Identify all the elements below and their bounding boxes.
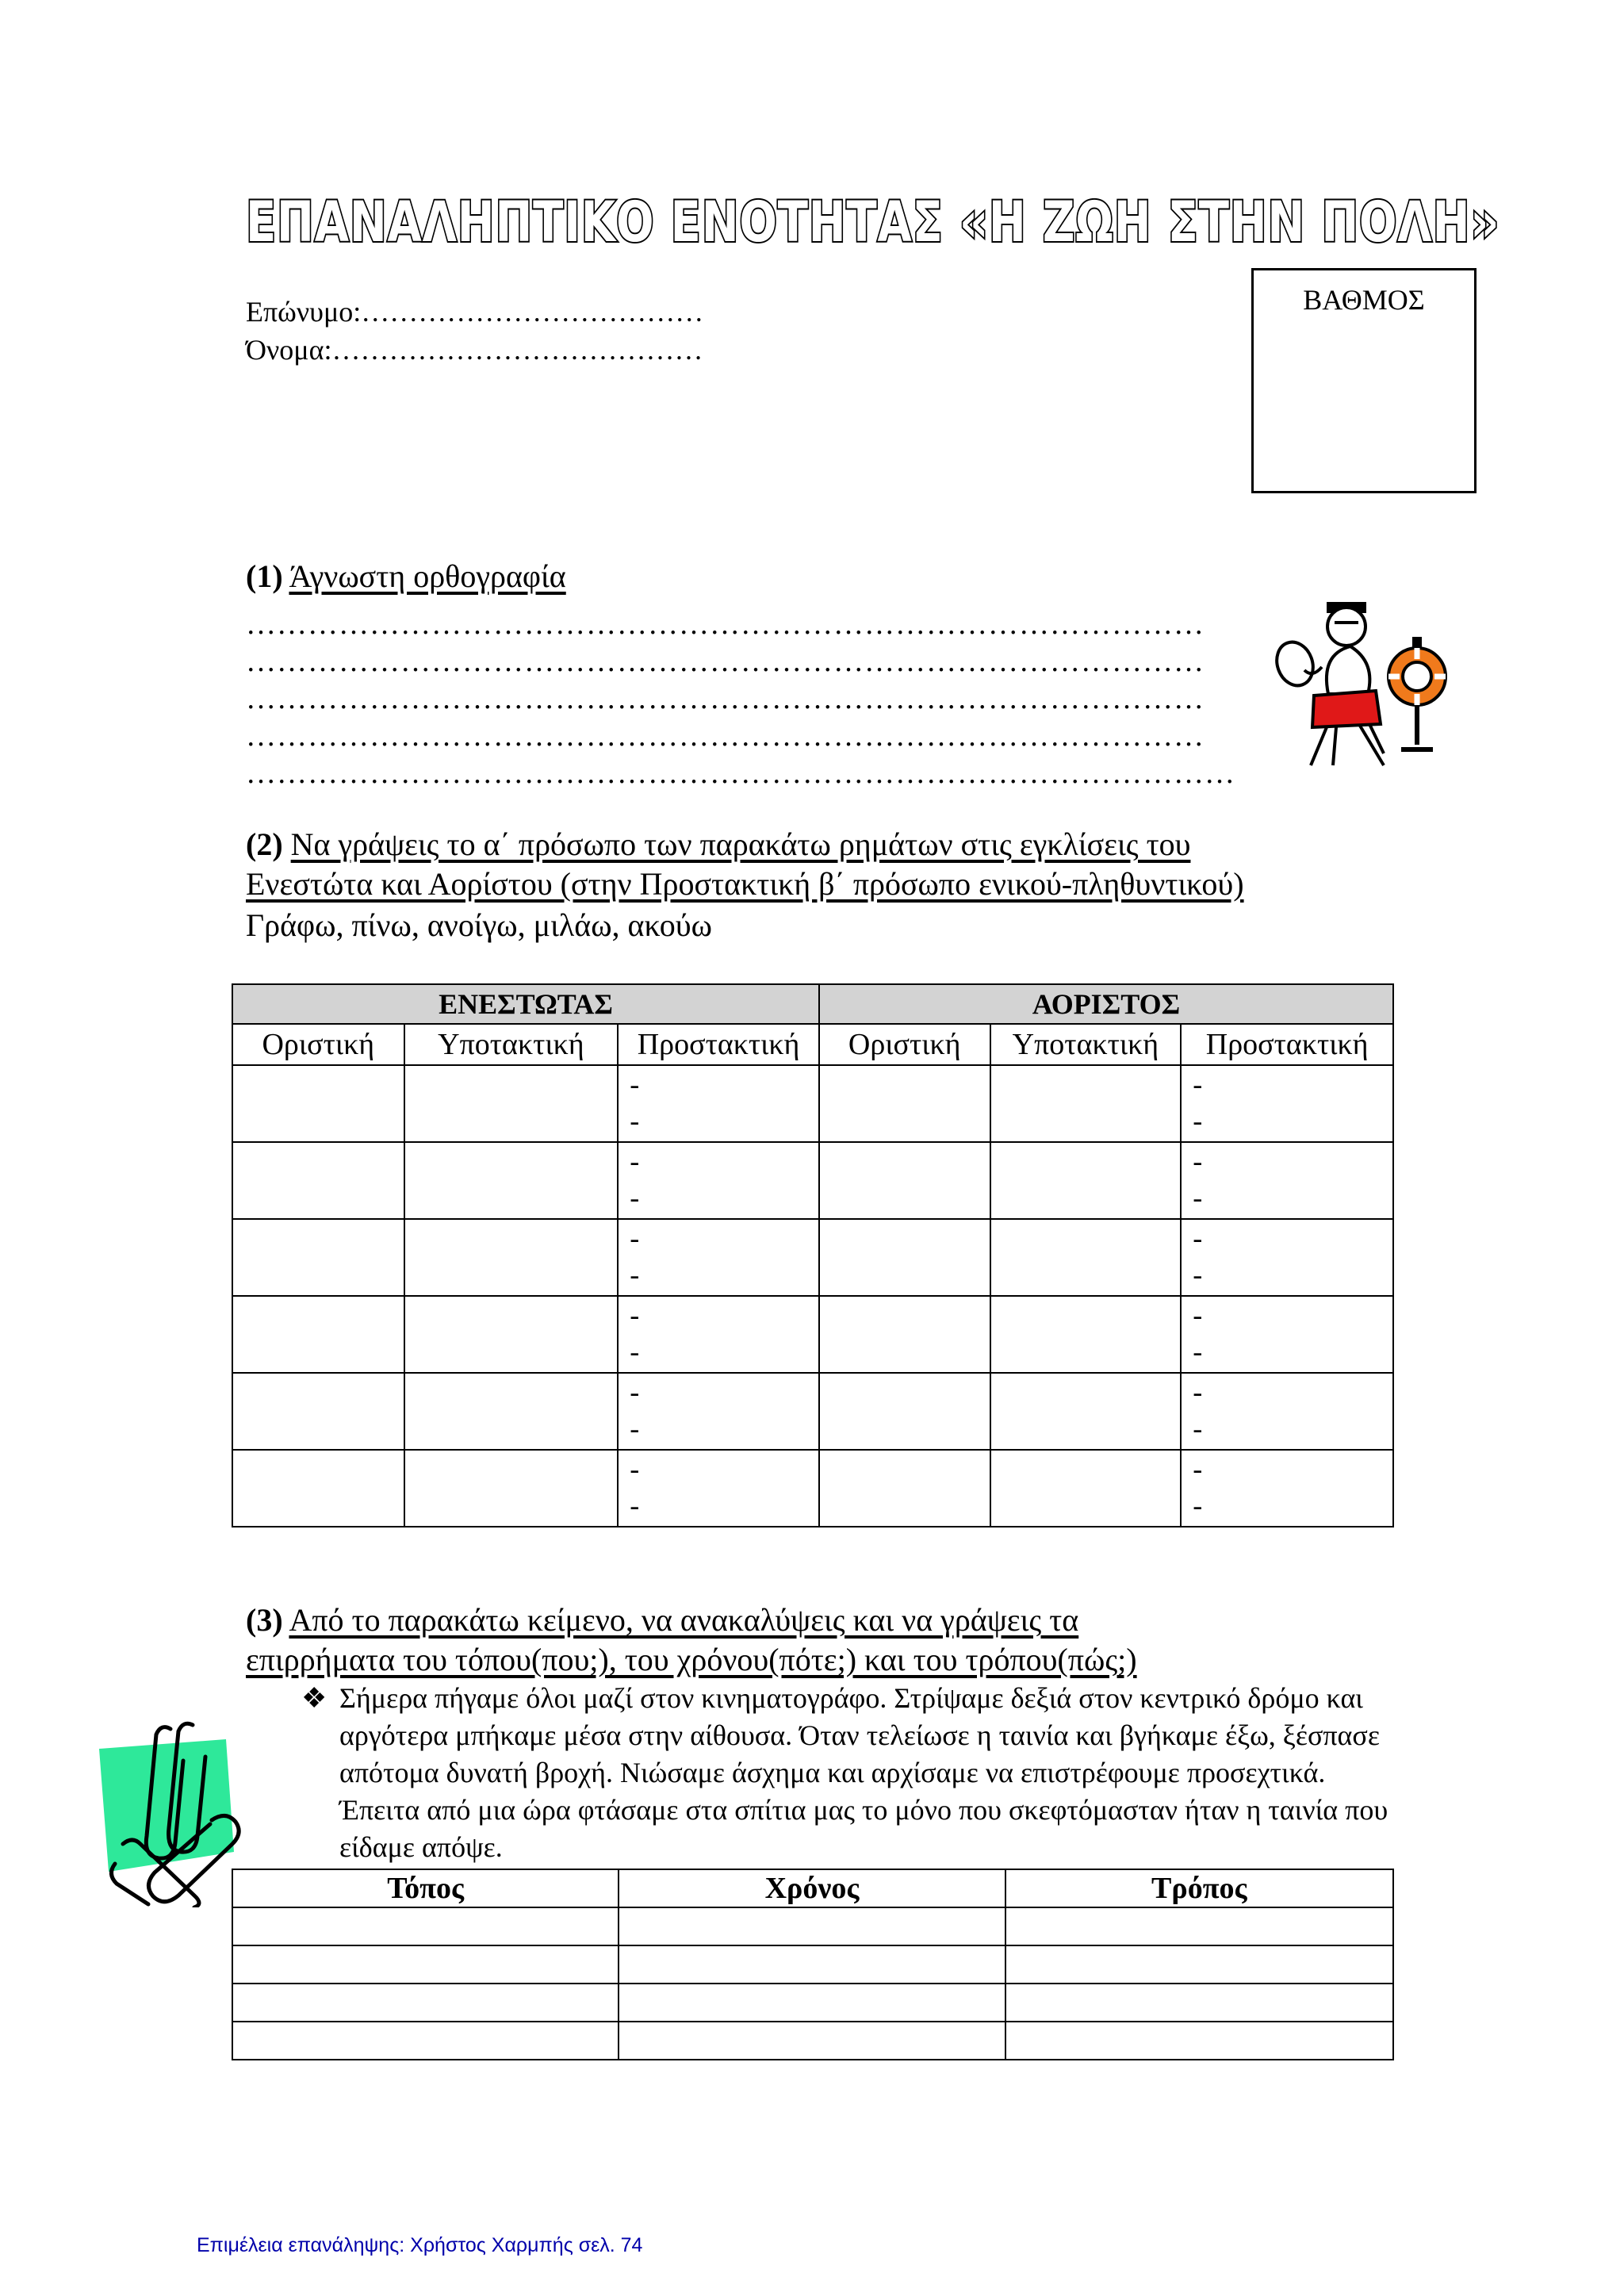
dash-mark: - [1193,1105,1203,1137]
answer-cell[interactable] [619,2022,1005,2060]
verb-table [232,983,1394,1527]
table-row [232,1065,1393,1142]
answer-cell[interactable] [232,1219,404,1296]
dash-mark: - [1193,1259,1203,1290]
dash-mark: - [1193,1145,1203,1177]
q1-dot-line-2[interactable]: ………………………………………………………………………………… [246,645,1205,678]
answer-cell[interactable] [619,1907,1005,1945]
table-row [232,1219,1393,1296]
dash-mark: - [630,1222,640,1254]
dash-mark: - [630,1299,640,1331]
q2-verbs: Γράφω, πίνω, ανοίγω, μιλάω, ακούω [246,907,712,943]
answer-cell[interactable] [232,1945,619,1984]
dash-mark: - [630,1105,640,1137]
answer-cell[interactable] [404,1065,619,1142]
answer-cell[interactable] [232,1450,404,1527]
answer-cell[interactable] [619,1945,1005,1984]
diamond-bullet-icon: ❖ [301,1682,327,1714]
answer-cell[interactable] [619,1984,1005,2022]
answer-cell[interactable] [819,1065,990,1142]
q2-heading [246,825,1190,864]
header-place: Τόπος [232,1869,619,1907]
answer-cell[interactable] [1181,1142,1393,1219]
answer-cell[interactable] [404,1219,619,1296]
header-present: ΕΝΕΣΤΩΤΑΣ [232,984,819,1024]
answer-cell[interactable] [990,1296,1182,1373]
header-manner: Τρόπος [1005,1869,1393,1907]
table-row [232,1945,1393,1984]
dash-mark: - [1193,1182,1203,1213]
q3-heading [246,1600,1078,1640]
answer-cell[interactable] [618,1373,819,1450]
answer-cell[interactable] [819,1219,990,1296]
q3-number: (3) [246,1602,283,1638]
answer-cell[interactable] [990,1219,1182,1296]
q3-line2: επιρρήματα του τόπου(που;), του χρόνου(πότε;) και του τρόπου(πώς;) [246,1642,1137,1677]
answer-cell[interactable] [618,1142,819,1219]
answer-cell[interactable] [618,1296,819,1373]
answer-cell[interactable] [232,1984,619,2022]
q1-heading [246,557,566,596]
answer-cell[interactable] [232,1373,404,1450]
table-row [232,1373,1393,1450]
answer-cell[interactable] [232,1142,404,1219]
dash-mark: - [1193,1376,1203,1408]
answer-cell[interactable] [404,1142,619,1219]
answer-cell[interactable] [404,1450,619,1527]
answer-cell[interactable] [819,1296,990,1373]
dash-mark: - [630,1453,640,1485]
answer-cell[interactable] [232,1907,619,1945]
dash-mark: - [630,1412,640,1444]
answer-cell[interactable] [232,1296,404,1373]
dash-mark: - [1193,1068,1203,1100]
q1-dot-line-3[interactable]: ………………………………………………………………………………… [246,682,1205,715]
dash-mark: - [630,1259,640,1290]
lifeguard-clipart-icon [1265,591,1447,769]
mood-present-subjunctive: Υποτακτική [404,1024,619,1065]
answer-cell[interactable] [1181,1065,1393,1142]
dash-mark: - [1193,1336,1203,1367]
answer-cell[interactable] [1181,1219,1393,1296]
answer-cell[interactable] [1005,2022,1393,2060]
mood-present-imperative: Προστακτική [618,1024,819,1065]
dash-mark: - [1193,1222,1203,1254]
worksheet-title: ΕΠΑΝΑΛΗΠΤΙΚΟ ΕΝΟΤΗΤΑΣ «Η ΖΩΗ ΣΤΗΝ ΠΟΛΗ» [246,190,1500,255]
answer-cell[interactable] [232,2022,619,2060]
answer-cell[interactable] [1005,1907,1393,1945]
q2-number: (2) [246,826,283,862]
dash-mark: - [630,1145,640,1177]
q1-dot-line-4[interactable]: ………………………………………………………………………………… [246,719,1205,753]
dash-mark: - [630,1376,640,1408]
answer-cell[interactable] [1005,1984,1393,2022]
answer-cell[interactable] [1181,1450,1393,1527]
footer-credit: Επιμέλεια επανάληψης: Χρήστος Χαρμπής σελ. 74 [197,2234,643,2256]
mood-present-indicative: Οριστική [232,1024,404,1065]
q2-heading-cont [246,864,1244,904]
dash-mark: - [1193,1453,1203,1485]
mood-aorist-subjunctive: Υποτακτική [990,1024,1182,1065]
table-row [232,1142,1393,1219]
mood-aorist-indicative: Οριστική [819,1024,990,1065]
q3-passage [301,1680,1396,1866]
q3-heading-cont [246,1640,1137,1680]
table-row [232,2022,1393,2060]
answer-cell[interactable] [232,1065,404,1142]
dash-mark: - [1193,1299,1203,1331]
answer-cell[interactable] [404,1373,619,1450]
q2-line1: Να γράψεις το α΄ πρόσωπο των παρακάτω ρημάτων στις εγκλίσεις του [290,826,1191,862]
answer-cell[interactable] [618,1450,819,1527]
header-time: Χρόνος [619,1869,1005,1907]
dash-mark: - [1193,1412,1203,1444]
answer-cell[interactable] [404,1296,619,1373]
answer-cell[interactable] [618,1219,819,1296]
answer-cell[interactable] [1181,1373,1393,1450]
q1-label: Άγνωστη ορθογραφία [289,558,566,594]
mood-aorist-imperative: Προστακτική [1181,1024,1393,1065]
q1-number: (1) [246,558,283,594]
dash-mark: - [630,1068,640,1100]
q1-dot-line-5[interactable]: …………………………………………………………………………………… [246,757,1235,790]
table-row [232,1296,1393,1373]
table-row [232,1984,1393,2022]
dash-mark: - [630,1336,640,1367]
q3-line1: Από το παρακάτω κείμενο, να ανακαλύψεις και να γράψεις τα [289,1602,1079,1638]
dash-mark: - [630,1489,640,1521]
answer-cell[interactable] [819,1373,990,1450]
answer-cell[interactable] [990,1065,1182,1142]
answer-cell[interactable] [819,1450,990,1527]
q2-line2: Ενεστώτα και Αορίστου (στην Προστακτική β΄ πρόσωπο ενικού-πληθυντικού) [246,866,1244,902]
adverb-table [232,1869,1394,2060]
grade-box[interactable] [1251,268,1477,493]
surname-field[interactable]: Επώνυμο:……………………………… [246,296,704,328]
firstname-field[interactable]: Όνομα:………………………………… [246,334,703,366]
answer-cell[interactable] [990,1373,1182,1450]
answer-cell[interactable] [618,1065,819,1142]
q3-text: Σήμερα πήγαμε όλοι μαζί στον κινηματογράφο. Στρίψαμε δεξιά στον κεντρικό δρόμο και αργότερα μπήκαμε μέσα στην αίθουσα. Όταν τελείωσε η ταινία και βγήκαμε έξω, ξέσπασε απότομα δυνατή βροχή. Νιώσαμε άσχημα και αρχίσαμε να επιστρέφουμε προσεχτικά. Έπειτα από μια ώρα φτάσαμε στα σπίτια μας το μόνο που σκεφτόμασταν ήταν η ταινία που είδαμε απόψε. [339,1682,1388,1863]
answer-cell[interactable] [1181,1296,1393,1373]
grade-label: ΒΑΘΜΟΣ [1303,284,1425,316]
table-row [232,1907,1393,1945]
q1-dot-line-1[interactable]: ………………………………………………………………………………… [246,608,1205,641]
dash-mark: - [630,1182,640,1213]
answer-cell[interactable] [990,1142,1182,1219]
table-row [232,1450,1393,1527]
header-aorist: ΑΟΡΙΣΤΟΣ [819,984,1393,1024]
answer-cell[interactable] [990,1450,1182,1527]
answer-cell[interactable] [819,1142,990,1219]
dash-mark: - [1193,1489,1203,1521]
answer-cell[interactable] [1005,1945,1393,1984]
